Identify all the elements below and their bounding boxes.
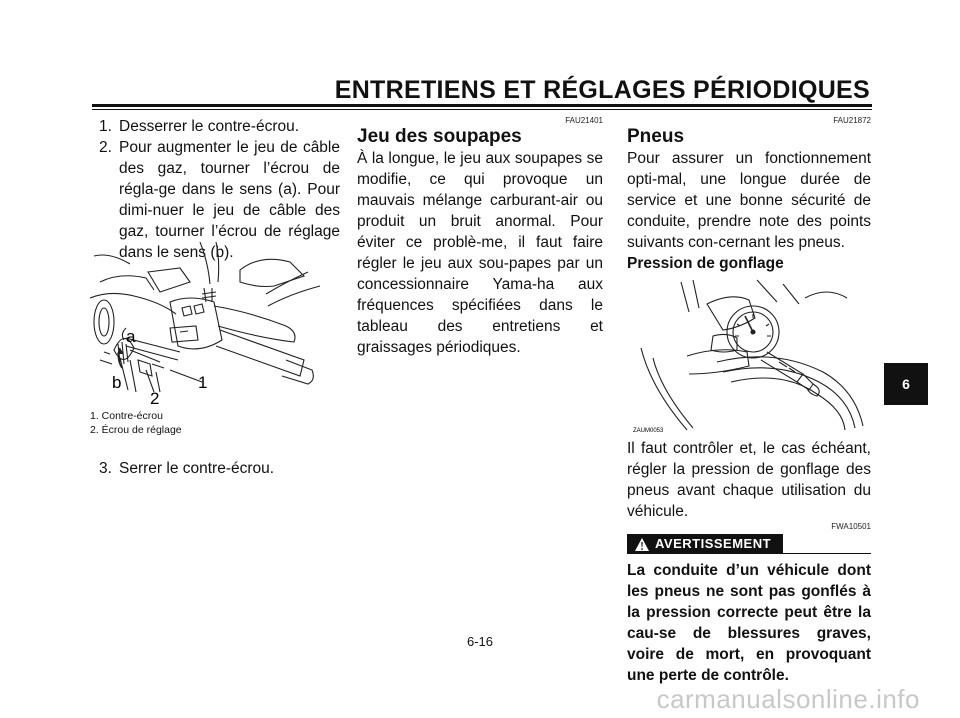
figure-code: ZAUM0053 bbox=[633, 428, 664, 434]
step-text: Desserrer le contre-écrou. bbox=[119, 118, 300, 135]
figure-caption bbox=[90, 409, 182, 437]
warning-badge bbox=[627, 534, 783, 554]
section-body: À la longue, le jeu aux soupapes se modifie, ce qui provoque un mauvais mélange carburant-air ou produit un bruit anormal. Pour éviter ce problè-me, il faut faire régler le jeu aux sou-papes par un concessionnaire Yama-ha aux fréquences spécifiées dans le tableau des entretiens et graissages périodiques. bbox=[357, 150, 603, 356]
step-text: Serrer le contre-écrou. bbox=[119, 460, 275, 477]
section-heading: Jeu des soupapes bbox=[357, 126, 522, 147]
throttle-cable-illustration bbox=[90, 242, 330, 410]
warning-code: FWA10501 bbox=[831, 522, 871, 531]
warning-triangle-icon bbox=[635, 537, 649, 557]
watermark: carmanualsonline.info bbox=[656, 684, 920, 714]
tire-check-text: Il faut contrôler et, le cas échéant, régler la pression de gonflage des pneus avant chaque utilisation du véhicule. bbox=[627, 440, 871, 520]
figure-label-2: 2 bbox=[150, 389, 160, 408]
figure-label-a: a bbox=[126, 327, 136, 346]
tire-pressure-gauge-illustration bbox=[627, 278, 871, 438]
warning-label: AVERTISSEMENT bbox=[655, 536, 772, 551]
caption-line: 1. Contre-écrou bbox=[90, 410, 163, 422]
header-rule-thick bbox=[92, 104, 872, 107]
step-number: 1. bbox=[99, 118, 112, 135]
step-item bbox=[96, 116, 340, 137]
section-intro: Pour assurer un fonctionnement opti-mal, une longue durée de service et une bonne sécurité de conduite, prendre note des points suivants con-cernant les pneus. bbox=[627, 150, 871, 251]
step-item bbox=[96, 458, 274, 479]
column-tires bbox=[627, 116, 871, 686]
page-number: 6-16 bbox=[466, 634, 494, 649]
step-number: 2. bbox=[99, 139, 112, 156]
page-header-title: ENTRETIENS ET RÉGLAGES PÉRIODIQUES bbox=[334, 76, 870, 104]
figure-label-1: 1 bbox=[198, 373, 208, 392]
header-rule-thin bbox=[92, 109, 872, 110]
warning-rule bbox=[783, 553, 871, 554]
column-valve-clearance bbox=[357, 116, 603, 358]
figure-label-b: b bbox=[112, 373, 122, 392]
warning-banner bbox=[627, 534, 871, 560]
column-throttle-cable bbox=[96, 116, 340, 263]
section-code: FAU21872 bbox=[833, 116, 871, 125]
caption-line: 2. Écrou de réglage bbox=[90, 424, 182, 436]
warning-text: La conduite d’un véhicule dont les pneus ne sont pas gonflés à la pression correcte peut être la cau-se de blessures graves, voire de mort, en provoquant une perte de contrôle. bbox=[627, 562, 871, 684]
step-number: 3. bbox=[99, 460, 112, 477]
subheading-tire-pressure: Pression de gonflage bbox=[627, 255, 784, 272]
section-code: FAU21401 bbox=[565, 116, 603, 125]
step-list bbox=[96, 116, 340, 263]
chapter-tab: 6 bbox=[884, 363, 928, 405]
section-heading: Pneus bbox=[627, 126, 685, 147]
step-text: Pour augmenter le jeu de câble des gaz, tourner l’écrou de régla-ge dans le sens (a). Pour dimi-nuer le jeu de câble des gaz, tourner l’écrou de réglage dans le sens (b). bbox=[119, 139, 340, 261]
